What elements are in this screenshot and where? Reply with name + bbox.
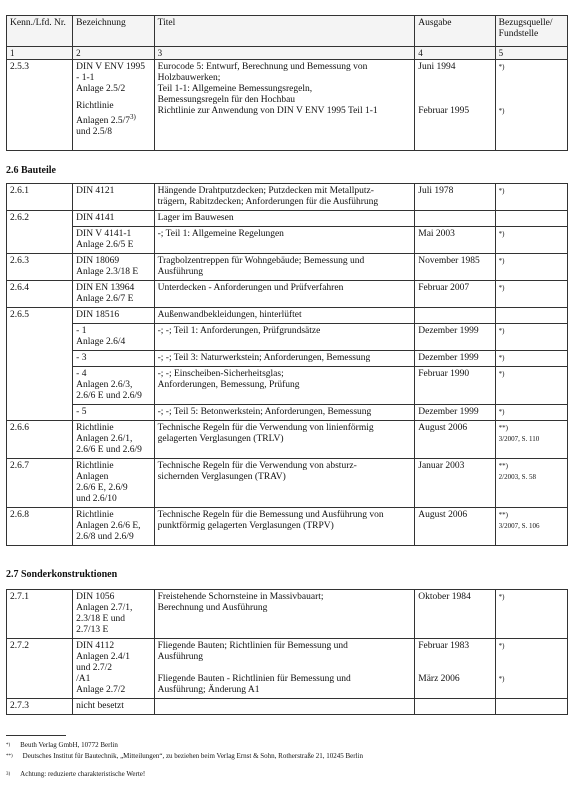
table-row: 2.6.1 DIN 4121 Hängende Drahtputzdecken; Putzdecken mit Metallputz- trägern, Rabitzdecken; Anforderungen für die Ausführung Juli 1978 *) [7, 184, 568, 211]
index-3: 3 [154, 47, 415, 60]
table-row: 2.6.3 DIN 18069 Anlage 2.3/18 E Tragbolzentreppen für Wohngebäude; Bemessung und Ausführung November 1985 *) [7, 254, 568, 281]
table-row: 2.7.3 nicht besetzt [7, 699, 568, 715]
index-5: 5 [495, 47, 567, 60]
header-ausgabe: Ausgabe [415, 16, 495, 47]
section-heading-bauteile: 2.6 Bauteile [6, 165, 56, 176]
table-row: 2.6.8 Richtlinie Anlagen 2.6/6 E, 2.6/8 und 2.6/9 Technische Regeln für die Bemessung und Ausführung von punktförmig gelagerten Verglasungen (TRPV) August 2006 **) 3/2007, S. 106 [7, 508, 568, 546]
table-row: - 5 -; -; Teil 5: Betonwerkstein; Anforderungen, Bemessung Dezember 1999 *) [7, 405, 568, 421]
header-nr: Kenn./Lfd. Nr. [7, 16, 73, 47]
footnote-ref-3: 3) [130, 113, 136, 121]
row-bezeichnung: DIN V ENV 1995 - 1-1 Anlage 2.5/2 Richtlinie Anlagen 2.5/7$^{3)}$ und 2.5/8 [73, 60, 154, 151]
table-row: - 4 Anlagen 2.6/3, 2.6/6 E und 2.6/9 -; -; Einscheiben-Sicherheitsglas; Anforderungen, Bemessung, Prüfung Februar 1990 *) [7, 367, 568, 405]
table-row: 2.6.7 Richtlinie Anlagen 2.6/6 E, 2.6/9 und 2.6/10 Technische Regeln für die Verwendung von absturz- sichernden Verglasungen (TRAV) Januar 2003 **) 2/2003, S. 58 [7, 459, 568, 508]
table-section-26 [6, 183, 568, 546]
index-4: 4 [415, 47, 495, 60]
row-nr: 2.5.3 [7, 60, 73, 151]
header-titel: Titel [154, 16, 415, 47]
table-row: 2.6.2 DIN 4141 Lager im Bauwesen [7, 211, 568, 227]
table-row: 2.7.1 DIN 1056 Anlagen 2.7/1, 2.3/18 E und 2.7/13 E Freistehende Schornsteine in Massivbauart; Berechnung und Ausführung Oktober 1984 *) [7, 590, 568, 639]
table-row: 2.6.4 DIN EN 13964 Anlage 2.6/7 E Unterdecken - Anforderungen und Prüfverfahren Februar 2007 *) [7, 281, 568, 308]
row-ausgabe: Juni 1994 Februar 1995 [415, 60, 495, 151]
table-header-row [7, 16, 568, 47]
table-section-27 [6, 589, 568, 715]
table-index-row [7, 47, 568, 60]
table-row: 2.7.2 DIN 4112 Anlagen 2.4/1 und 2.7/2 /A1 Anlage 2.7/2 Fliegende Bauten; Richtlinien für Bemessung und Ausführung Fliegende Bauten - Richtlinien für Bemessung und Ausführung; Änderung A1 Februar 1983 März 2006 *) *) [7, 639, 568, 699]
table-row: 2.6.6 Richtlinie Anlagen 2.6/1, 2.6/6 E und 2.6/9 Technische Regeln für die Verwendung von linienförmig gelagerten Verglasungen (TRLV) August 2006 **) 3/2007, S. 110 [7, 421, 568, 459]
footnote-achtung: $^{3)}$ Achtung: reduzierte charakteristische Werte! [6, 770, 146, 778]
footnote-dibt: **) Deutsches Institut für Bautechnik, „Mitteilungen“, zu beziehen beim Verlag Ernst & Sohn, Rotherstraße 21, 10245 Berlin [6, 752, 363, 760]
header-bezeichnung: Bezeichnung [73, 16, 154, 47]
index-1: 1 [7, 47, 73, 60]
footnote-beuth: *) Beuth Verlag GmbH, 10772 Berlin [6, 741, 118, 749]
table-row: 2.6.5 DIN 18516 Außenwandbekleidungen, hinterlüftet [7, 308, 568, 324]
table-row: DIN V 4141-1 Anlage 2.6/5 E -; Teil 1: Allgemeine Regelungen Mai 2003 *) [7, 227, 568, 254]
row-titel: Eurocode 5: Entwurf, Berechnung und Bemessung von Holzbauwerken; Teil 1-1: Allgemeine Bemessungsregeln, Bemessungsregeln für den Hochbau Richtlinie zur Anwendung von DIN V ENV 1995 Teil 1-1 [154, 60, 415, 151]
footnote-divider [6, 735, 66, 736]
section-heading-sonderkonstruktionen: 2.7 Sonderkonstruktionen [6, 569, 118, 580]
table-row: - 3 -; -; Teil 3: Naturwerkstein; Anforderungen, Bemessung Dezember 1999 *) [7, 351, 568, 367]
table-section-25 [6, 15, 568, 151]
table-row [7, 60, 568, 151]
row-ref: *) *) [495, 60, 567, 151]
table-row: - 1 Anlage 2.6/4 -; -; Teil 1: Anforderungen, Prüfgrundsätze Dezember 1999 *) [7, 324, 568, 351]
index-2: 2 [73, 47, 154, 60]
header-bezugsquelle: Bezugsquelle/ Fundstelle [495, 16, 567, 47]
